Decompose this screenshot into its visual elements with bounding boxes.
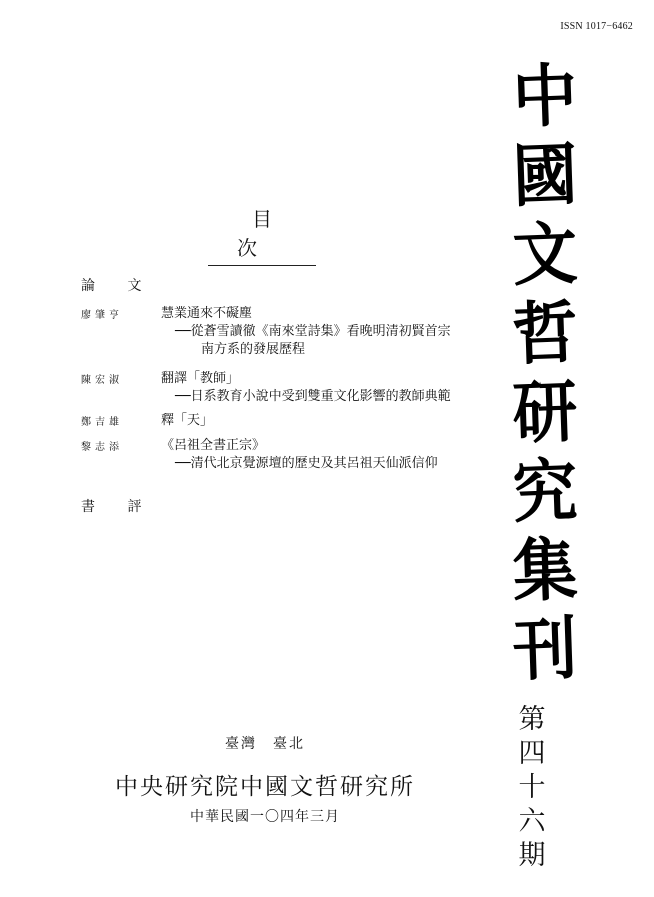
entry-author: 陳宏淑 [81, 375, 123, 386]
publication-date: 中華民國一〇四年三月 [190, 809, 340, 825]
journal-title-char: 文 [511, 213, 579, 297]
entry-subtitle: ──從蒼雪讀徹《南來堂詩集》看晚明清初賢首宗 [175, 324, 451, 339]
journal-title-char: 國 [511, 134, 579, 218]
journal-title-char: 中 [511, 55, 579, 139]
section-heading-articles: 論 文 [81, 278, 156, 294]
entry-title: 慧業通來不礙塵 [161, 306, 253, 321]
issue-char: 四 [518, 738, 546, 769]
journal-title-char: 集 [511, 529, 579, 613]
journal-title-char: 研 [511, 371, 579, 455]
entry-title: 翻譯「教師」 [161, 371, 240, 386]
table-of-contents-title: 目 次 [208, 203, 316, 266]
entry-title: 釋「天」 [161, 413, 214, 428]
entry-author: 鄭吉雄 [81, 417, 123, 428]
issue-char: 第 [518, 704, 546, 735]
journal-title-char: 究 [511, 450, 579, 534]
publisher-institute: 中央研究院中國文哲研究所 [115, 774, 415, 800]
section-heading-reviews: 書 評 [81, 499, 156, 515]
issue-char: 十 [518, 772, 546, 803]
entry-author: 黎志添 [81, 442, 123, 453]
entry-body [161, 412, 491, 430]
issue-char: 六 [518, 806, 546, 837]
journal-title-char: 哲 [511, 292, 579, 376]
entry-author: 廖肇亨 [81, 310, 123, 321]
publication-place: 臺灣 臺北 [225, 736, 305, 752]
entry-subtitle: ──清代北京覺源壇的歷史及其呂祖天仙派信仰 [175, 456, 438, 471]
entry-subtitle-continued: 南方系的發展歷程 [201, 342, 306, 357]
entry-body [161, 305, 491, 359]
entry-subtitle: ──日系教育小說中受到雙重文化影響的教師典範 [175, 389, 451, 404]
entry-title: 《呂祖全書正宗》 [161, 438, 266, 453]
issn-number: ISSN 1017−6462 [560, 21, 633, 32]
entry-body [161, 370, 491, 406]
issue-char: 期 [518, 840, 546, 871]
journal-title-vertical [500, 55, 590, 692]
journal-title-char: 刊 [511, 608, 579, 692]
entry-body [161, 437, 491, 473]
